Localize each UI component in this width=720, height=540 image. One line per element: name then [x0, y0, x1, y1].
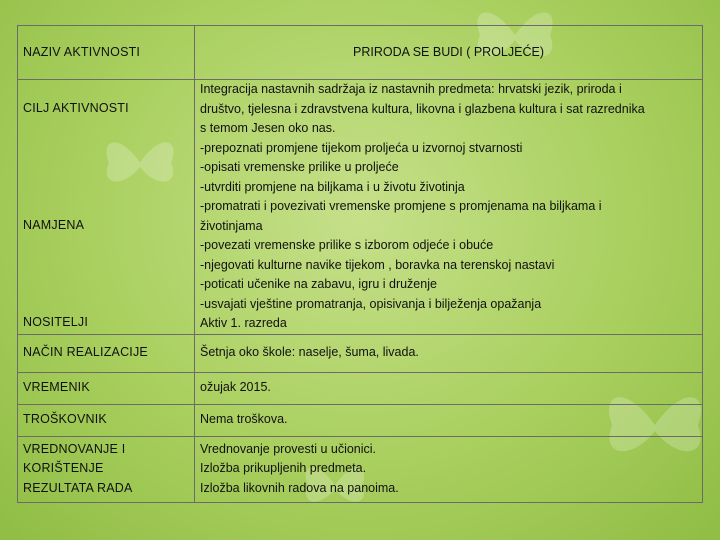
- value-naziv: PRIRODA SE BUDI ( PROLJEĆE): [195, 26, 703, 80]
- goal-line: -njegovati kulturne navike tijekom , boravka na terenskoj nastavi: [200, 257, 555, 272]
- value-line: Izložba prikupljenih predmeta.: [200, 461, 367, 476]
- label-cilj: CILJ AKTIVNOSTI: [23, 101, 129, 115]
- value-goals: [195, 80, 703, 335]
- table-row: [18, 80, 703, 335]
- goal-line: životinjama: [200, 218, 263, 233]
- goal-line: Integracija nastavnih sadržaja iz nastavnih predmeta: hrvatski jezik, priroda i: [200, 82, 622, 96]
- label-nositelji: NOSITELJI: [23, 315, 89, 329]
- value-line: Izložba likovnih radova na panoima.: [200, 480, 399, 495]
- label-line: KORIŠTENJE: [23, 461, 104, 476]
- table-row: [18, 372, 703, 404]
- goal-line: -usvajati vještine promatranja, opisivanja i bilježenja opažanja: [200, 296, 542, 311]
- value-vrednovanje: [195, 436, 703, 502]
- goal-line: -promatrati i povezivati vremenske promjene s promjenama na biljkama i: [200, 199, 602, 213]
- label-nacin: NAČIN REALIZACIJE: [18, 334, 195, 372]
- table-row: [18, 334, 703, 372]
- table-row: [18, 404, 703, 436]
- label-vremenik: VREMENIK: [18, 372, 195, 404]
- value-vremenik: ožujak 2015.: [195, 372, 703, 404]
- table-row: [18, 26, 703, 80]
- goal-line: -povezati vremenske prilike s izborom odjeće i obuće: [200, 238, 494, 252]
- value-line: Vrednovanje provesti u učionici.: [200, 441, 377, 456]
- goal-line: -opisati vremenske prilike u proljeće: [200, 160, 399, 174]
- label-stack: [18, 80, 195, 335]
- label-troskovnik: TROŠKOVNIK: [18, 404, 195, 436]
- label-line: REZULTATA RADA: [23, 480, 133, 495]
- goal-line: -prepoznati promjene tijekom proljeća u izvornoj stvarnosti: [200, 140, 523, 155]
- nositelji-value: Aktiv 1. razreda: [200, 316, 287, 330]
- goal-line: -utvrditi promjene na biljkama i u životu životinja: [200, 179, 465, 194]
- label-namjena: NAMJENA: [23, 217, 85, 232]
- goal-line: -poticati učenike na zabavu, igru i druženje: [200, 277, 437, 291]
- goal-line: s temom Jesen oko nas.: [200, 121, 336, 135]
- label-naziv: NAZIV AKTIVNOSTI: [18, 26, 195, 80]
- value-troskovnik: Nema troškova.: [195, 404, 703, 436]
- value-nacin: Šetnja oko škole: naselje, šuma, livada.: [195, 334, 703, 372]
- activity-table: [17, 25, 703, 503]
- label-line: VREDNOVANJE I: [23, 441, 126, 456]
- label-vrednovanje: [18, 436, 195, 502]
- table-row: [18, 436, 703, 502]
- goal-line: društvo, tjelesna i zdravstvena kultura, likovna i glazbena kultura i sat razrednika: [200, 101, 645, 116]
